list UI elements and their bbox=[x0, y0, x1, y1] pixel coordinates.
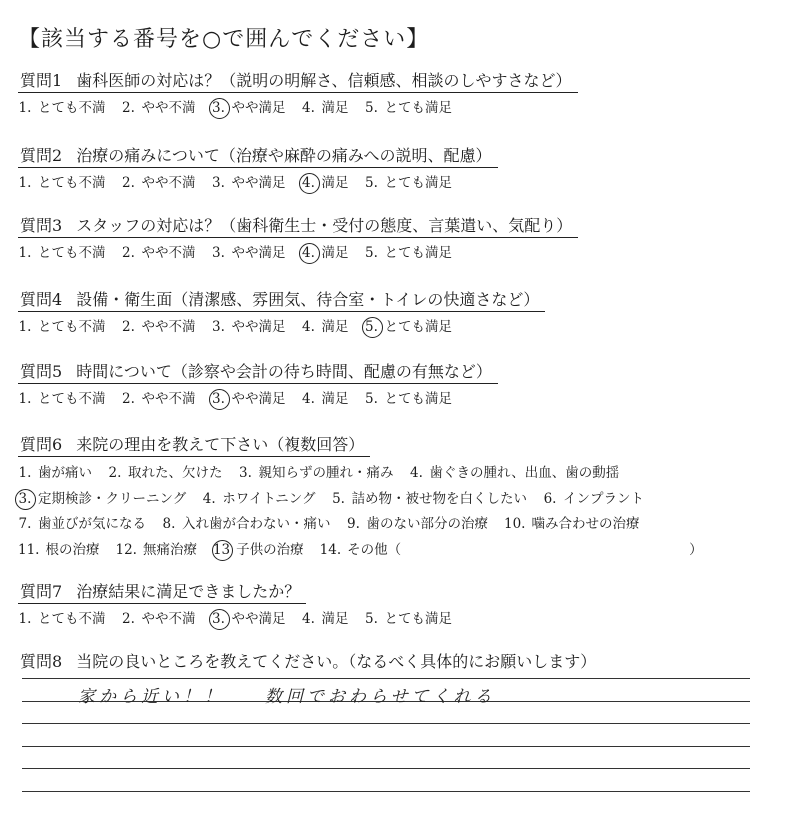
option-number: 3. bbox=[212, 608, 226, 630]
question-3-option-4[interactable] bbox=[302, 242, 349, 264]
option-number: 5. bbox=[332, 490, 345, 507]
option-label: インプラント bbox=[563, 490, 645, 507]
option-label: やや満足 bbox=[231, 175, 286, 191]
option-number: 2. bbox=[122, 391, 135, 407]
option-number: 4. bbox=[302, 242, 316, 264]
question-7-label: 質問7 bbox=[20, 582, 63, 601]
option-label: 満足 bbox=[321, 175, 349, 191]
option-number: 5. bbox=[365, 391, 378, 407]
option-label: 歯ぐきの腫れ、出血、歯の動揺 bbox=[429, 465, 620, 481]
question-7-option-5[interactable] bbox=[365, 608, 453, 630]
handwritten-answer-part2: 数回でおわらせてくれる bbox=[265, 687, 496, 707]
question-1-options bbox=[18, 97, 778, 119]
option-label: とても不満 bbox=[38, 319, 106, 335]
option-number: 1. bbox=[18, 175, 32, 191]
question-6-row bbox=[18, 487, 778, 513]
question-6 bbox=[18, 435, 778, 563]
question-5-option-2[interactable] bbox=[122, 388, 196, 410]
option-number: 13 bbox=[213, 538, 230, 564]
option-number: 2. bbox=[108, 465, 122, 481]
handwritten-answer bbox=[78, 682, 496, 707]
question-5-option-3[interactable] bbox=[212, 388, 286, 410]
option-number: 11. bbox=[18, 541, 40, 558]
option-number: 9. bbox=[347, 516, 360, 532]
question-4 bbox=[18, 290, 778, 338]
question-3-option-2[interactable] bbox=[122, 242, 196, 264]
question-7-title bbox=[18, 582, 306, 604]
option-label: 取れた、欠けた bbox=[128, 465, 223, 481]
question-6-label: 質問6 bbox=[20, 435, 63, 454]
option-label: とても不満 bbox=[38, 391, 106, 407]
answer-line bbox=[22, 791, 750, 792]
option-number: 5. bbox=[365, 316, 379, 338]
question-6-option-13[interactable] bbox=[18, 538, 99, 564]
question-6-option-5[interactable] bbox=[18, 487, 186, 513]
question-label: 質問4 bbox=[20, 290, 63, 309]
question-6-row bbox=[18, 461, 778, 487]
option-label: やや不満 bbox=[141, 100, 196, 116]
question-4-option-2[interactable] bbox=[122, 316, 196, 338]
option-label: 子供の治療 bbox=[236, 541, 304, 558]
option-number: 4. bbox=[302, 391, 315, 407]
other-close-paren: ） bbox=[689, 541, 703, 558]
question-4-option-1[interactable] bbox=[18, 316, 106, 338]
question-4-title bbox=[18, 290, 545, 312]
question-label: 質問3 bbox=[20, 216, 63, 235]
option-label: やや不満 bbox=[141, 175, 196, 191]
answer-line bbox=[22, 723, 750, 724]
option-label: その他（ bbox=[347, 541, 402, 558]
option-label: 詰め物・被せ物を白くしたい bbox=[351, 490, 528, 507]
option-number: 1. bbox=[18, 245, 32, 261]
option-number: 4. bbox=[302, 172, 316, 194]
question-4-option-5[interactable] bbox=[365, 316, 453, 338]
option-label: 根の治療 bbox=[45, 541, 100, 558]
question-7 bbox=[18, 582, 778, 630]
question-8-text: 当院の良いところを教えてください。（なるべく具体的にお願いします） bbox=[76, 652, 597, 671]
option-label: やや満足 bbox=[231, 100, 286, 116]
question-6-option-9[interactable] bbox=[18, 512, 146, 538]
option-number: 8. bbox=[162, 516, 176, 532]
option-label: ホワイトニング bbox=[222, 490, 316, 507]
question-1-option-4[interactable] bbox=[302, 97, 349, 119]
option-label: 満足 bbox=[321, 391, 349, 407]
option-label: 満足 bbox=[321, 100, 349, 116]
option-number: 1. bbox=[18, 100, 32, 116]
option-number: 5. bbox=[365, 245, 378, 261]
option-number: 2. bbox=[122, 100, 135, 116]
answer-line bbox=[22, 768, 750, 769]
question-4-option-4[interactable] bbox=[302, 316, 349, 338]
question-3-option-1[interactable] bbox=[18, 242, 106, 264]
question-5 bbox=[18, 362, 778, 410]
option-number: 3. bbox=[212, 175, 225, 191]
question-text: 時間について（診察や会計の待ち時間、配慮の有無など） bbox=[76, 362, 492, 381]
option-number: 1. bbox=[18, 319, 32, 335]
option-number: 7. bbox=[18, 516, 32, 532]
option-label: 歯のない部分の治療 bbox=[366, 516, 488, 532]
question-6-option-4[interactable] bbox=[410, 461, 620, 487]
question-text: 治療の痛みについて（治療や麻酔の痛みへの説明、配慮） bbox=[76, 146, 492, 165]
option-label: 定期検診・クリーニング bbox=[38, 490, 187, 507]
instruction-heading: 【該当する番号を○で囲んでください】 bbox=[18, 27, 430, 52]
option-number: 5. bbox=[365, 100, 378, 116]
option-label: やや不満 bbox=[141, 611, 196, 627]
option-label: 無痛治療 bbox=[142, 541, 197, 558]
question-2-option-1[interactable] bbox=[18, 172, 106, 194]
option-number: 3. bbox=[212, 245, 225, 261]
option-number: 12. bbox=[115, 541, 137, 558]
question-6-text: 来院の理由を教えて下さい（複数回答） bbox=[76, 435, 365, 454]
option-label: とても満足 bbox=[384, 245, 452, 261]
question-6-option-3[interactable] bbox=[239, 461, 394, 487]
option-label: とても満足 bbox=[384, 391, 452, 407]
question-1-option-1[interactable] bbox=[18, 97, 106, 119]
question-6-option-12[interactable] bbox=[504, 512, 639, 538]
option-label: とても不満 bbox=[38, 245, 106, 261]
question-8 bbox=[18, 652, 778, 673]
question-1-option-2[interactable] bbox=[122, 97, 196, 119]
option-number: 2. bbox=[122, 175, 135, 191]
question-label: 質問5 bbox=[20, 362, 63, 381]
option-number: 4. bbox=[302, 611, 315, 627]
option-number: 2. bbox=[122, 245, 135, 261]
option-label: 満足 bbox=[321, 611, 349, 627]
option-label: やや不満 bbox=[141, 245, 196, 261]
question-3-title bbox=[18, 216, 578, 238]
question-5-option-5[interactable] bbox=[365, 388, 453, 410]
option-label: 親知らずの腫れ・痛み bbox=[258, 465, 394, 481]
option-number: 6. bbox=[543, 490, 557, 507]
option-label: とても不満 bbox=[38, 175, 106, 191]
option-label: やや不満 bbox=[141, 391, 196, 407]
question-5-option-4[interactable] bbox=[302, 388, 349, 410]
question-6-option-8[interactable] bbox=[543, 487, 644, 513]
question-6-row bbox=[18, 512, 778, 538]
option-number: 3. bbox=[212, 97, 226, 119]
question-1-option-3[interactable] bbox=[212, 97, 286, 119]
option-label: とても満足 bbox=[384, 319, 452, 335]
question-6-option-7[interactable] bbox=[332, 487, 528, 513]
question-text: 歯科医師の対応は？（説明の明解さ、信頼感、相談のしやすさなど） bbox=[76, 71, 572, 90]
question-1-option-5[interactable] bbox=[365, 97, 453, 119]
question-6-option-2[interactable] bbox=[108, 461, 223, 487]
option-number: 4. bbox=[302, 319, 315, 335]
option-label: 噛み合わせの治療 bbox=[531, 516, 640, 532]
handwritten-answer-part1: 家から近い！！ bbox=[78, 687, 225, 707]
question-label: 質問2 bbox=[20, 146, 63, 165]
option-label: 満足 bbox=[321, 319, 349, 335]
option-number: 3. bbox=[239, 465, 252, 481]
question-1 bbox=[18, 71, 778, 119]
question-text: 設備・衛生面（清潔感、雰囲気、待合室・トイレの快適さなど） bbox=[76, 290, 540, 309]
question-6-option-15[interactable] bbox=[213, 538, 304, 564]
question-6-row bbox=[18, 538, 778, 564]
option-label: 歯が痛い bbox=[38, 465, 92, 481]
option-label: とても不満 bbox=[38, 100, 106, 116]
question-7-option-4[interactable] bbox=[302, 608, 349, 630]
option-label: やや満足 bbox=[231, 391, 286, 407]
question-6-option-10[interactable] bbox=[162, 512, 331, 538]
option-number: 14. bbox=[319, 541, 342, 558]
question-7-text: 治療結果に満足できましたか？ bbox=[76, 582, 301, 601]
option-label: やや満足 bbox=[231, 611, 286, 627]
question-6-title bbox=[18, 435, 370, 457]
option-number: 1. bbox=[18, 611, 32, 627]
option-number: 3. bbox=[18, 487, 32, 513]
question-4-option-3[interactable] bbox=[212, 316, 286, 338]
option-number: 5. bbox=[365, 611, 378, 627]
question-6-options bbox=[18, 461, 778, 563]
question-8-label: 質問8 bbox=[20, 652, 63, 671]
option-label: とても満足 bbox=[384, 175, 452, 191]
question-2-option-3[interactable] bbox=[212, 172, 286, 194]
option-label: 満足 bbox=[321, 245, 349, 261]
question-6-option-1[interactable] bbox=[18, 461, 92, 487]
option-number: 3. bbox=[212, 319, 225, 335]
question-3-option-3[interactable] bbox=[212, 242, 286, 264]
question-6-option-14[interactable] bbox=[115, 538, 196, 564]
option-label: やや満足 bbox=[231, 245, 286, 261]
question-7-options bbox=[18, 608, 778, 630]
question-4-options bbox=[18, 316, 778, 338]
answer-line bbox=[22, 746, 750, 747]
question-label: 質問1 bbox=[20, 71, 63, 90]
option-number: 5. bbox=[365, 175, 378, 191]
option-number: 3. bbox=[212, 388, 226, 410]
option-number: 4. bbox=[202, 490, 216, 507]
question-7-option-1[interactable] bbox=[18, 608, 106, 630]
question-2-title bbox=[18, 146, 498, 168]
option-number: 10. bbox=[504, 516, 526, 532]
question-5-title bbox=[18, 362, 498, 384]
question-5-option-1[interactable] bbox=[18, 388, 106, 410]
question-2 bbox=[18, 146, 778, 194]
option-label: とても不満 bbox=[38, 611, 106, 627]
question-6-option-16[interactable] bbox=[320, 538, 401, 564]
question-1-title bbox=[18, 71, 578, 93]
question-2-option-4[interactable] bbox=[302, 172, 349, 194]
option-number: 4. bbox=[302, 100, 315, 116]
option-label: 歯並びが気になる bbox=[38, 516, 146, 532]
question-2-option-2[interactable] bbox=[122, 172, 196, 194]
option-label: 入れ歯が合わない・痛い bbox=[182, 516, 331, 532]
question-text: スタッフの対応は？（歯科衛生士・受付の態度、言葉遣い、気配り） bbox=[76, 216, 573, 235]
question-2-option-5[interactable] bbox=[365, 172, 453, 194]
question-6-option-11[interactable] bbox=[347, 512, 489, 538]
option-number: 4. bbox=[410, 465, 423, 481]
question-8-title bbox=[18, 652, 602, 673]
question-2-options bbox=[18, 172, 778, 194]
question-7-option-2[interactable] bbox=[122, 608, 196, 630]
option-number: 1. bbox=[18, 465, 32, 481]
option-label: やや満足 bbox=[231, 319, 286, 335]
option-label: やや不満 bbox=[141, 319, 196, 335]
question-5-options bbox=[18, 388, 778, 410]
option-number: 1. bbox=[18, 391, 32, 407]
question-3-options bbox=[18, 242, 778, 264]
option-number: 2. bbox=[122, 319, 135, 335]
answer-line bbox=[22, 678, 750, 679]
question-3 bbox=[18, 216, 778, 264]
option-label: とても満足 bbox=[384, 611, 452, 627]
question-3-option-5[interactable] bbox=[365, 242, 453, 264]
question-7-option-3[interactable] bbox=[212, 608, 286, 630]
option-number: 2. bbox=[122, 611, 135, 627]
question-6-option-6[interactable] bbox=[202, 487, 315, 513]
option-label: とても満足 bbox=[384, 100, 452, 116]
